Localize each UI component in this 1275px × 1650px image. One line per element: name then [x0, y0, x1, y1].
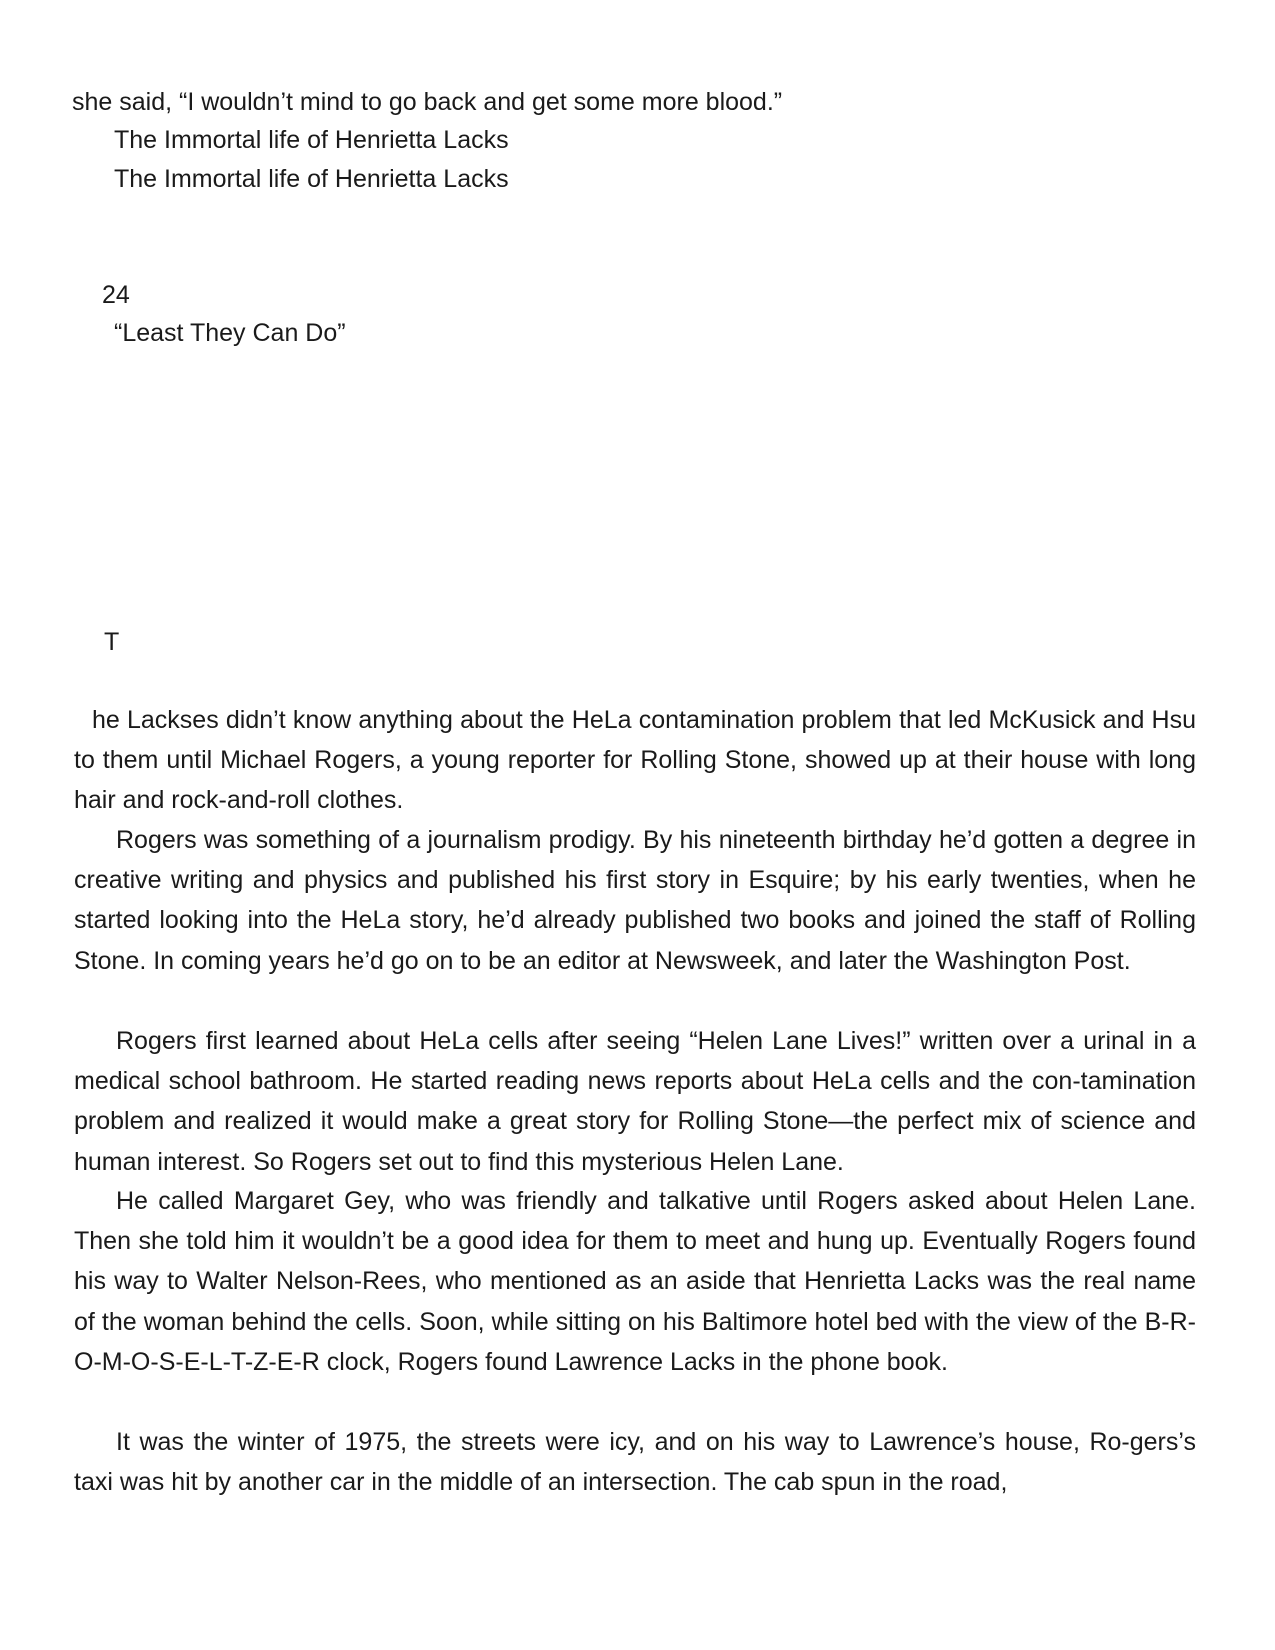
chapter-number: 24 — [102, 281, 130, 309]
running-title: The Immortal life of Henrietta Lacks — [114, 126, 509, 154]
running-title: The Immortal life of Henrietta Lacks — [114, 165, 509, 193]
drop-cap: T — [104, 628, 120, 656]
body-paragraph: he Lackses didn’t know anything about the HeLa contamination problem that led McKusick and Hsu to them until Michael Rogers, a young reporter for Rolling Stone, showed up at their house with long hair and rock-and-roll clothes. — [74, 706, 1196, 815]
carryover-line: she said, “I wouldn’t mind to go back and get some more blood.” — [72, 88, 783, 116]
body-paragraph: Rogers first learned about HeLa cells after seeing “Helen Lane Lives!” written over a urinal in a medical school bathroom. He started reading news reports about HeLa cells and the con-tamination problem and realized it would make a great story for Rolling Stone—the perfect mix of science and human interest. So Rogers set out to find this mysterious Helen Lane. — [74, 1027, 1196, 1176]
body-paragraph: He called Margaret Gey, who was friendly and talkative until Rogers asked about Helen Lane. Then she told him it wouldn’t be a good idea for them to meet and hung up. Eventually Rogers found his way to Walter Nelson-Rees, who mentioned as an aside that Henrietta Lacks was the real name of the woman behind the cells. Soon, while sitting on his Baltimore hotel bed with the view of the B-R-O-M-O-S-E-L-T-Z-E-R clock, Rogers found Lawrence Lacks in the phone book. — [74, 1187, 1196, 1376]
body-paragraph: It was the winter of 1975, the streets were icy, and on his way to Lawrence’s house, Ro-gers’s taxi was hit by another car in the middle of an intersection. The cab spun in the road, — [74, 1428, 1196, 1497]
chapter-title: “Least They Can Do” — [114, 319, 346, 347]
body-paragraph: Rogers was something of a journalism prodigy. By his nineteenth birthday he’d gotten a degree in creative writing and physics and published his first story in Esquire; by his early twenties, when he started looking into the HeLa story, he’d already published two books and joined the staff of Rolling Stone. In coming years he’d go on to be an editor at Newsweek, and later the Washington Post. — [74, 826, 1196, 975]
